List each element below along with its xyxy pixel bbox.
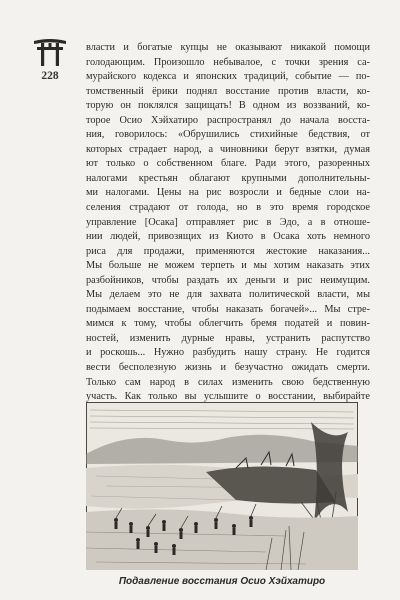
text-line: и роскошь... Нужно разбудить нашу страну. Не годится [86,347,370,359]
text-line: Мы делаем это не для захвата политической власти, мы [86,289,370,301]
text-line: ми налогами. Цены на рис возросли и бедные слои на- [86,187,370,199]
text-line: Мы больше не можем терпеть и мы хотим наказать этих [86,260,370,272]
text-line: голодающим. Произошло небывалое, с точки зрения са- [86,56,370,68]
figure-caption: Подавление восстания Осио Хэйхатиро [118,576,326,587]
text-line: подымаем восстание, чтобы наказать богачей»... Мы стре- [86,303,370,315]
page-number: 228 [41,70,59,82]
text-line: томственный ёрики поднял восстание против власти, ко- [86,85,370,97]
text-line: торую он поклялся защищать! В одном из воззваний, ко- [86,100,370,112]
text-line: торое Осио Хэйхатиро распространял до начала восста- [86,114,370,126]
text-line: нии людей, привозящих из Киото в Осака хоть немного [86,231,370,243]
text-line: власти и богатые купцы не оказывают никакой помощи [86,42,370,53]
text-line: участь. Как только вы услышите о восстании, выбирайте [86,391,370,403]
text-line: селения страдают от голода, но в это время городское [86,202,370,214]
text-line: вести бесполезную жизнь и безучастно ожидать смерти. [86,362,370,374]
text-line: мимся к тому, чтобы облегчить бремя податей и повин- [86,318,370,330]
text-line: управление [Осака] отправляет рис в Эдо, а в отноше- [86,216,370,228]
torii-gate-icon [33,38,67,66]
text-line: ния, говорилось: «Обрушились стихийные бедствия, от [86,129,370,141]
engraving-illustration [86,402,358,570]
text-line: которых страдает народ, а чиновники берут взятки, думая [86,143,370,155]
text-line: мурайского кодекса и японских традиций, событие — по- [86,71,370,83]
margin-column [30,38,70,82]
text-line: ностей, изменить дурные нравы, устранить распутство [86,332,370,344]
engraving-drawing [86,402,358,570]
body-text [86,41,370,419]
text-line: разбойников, чтобы раздать их деньги и рис неимущим. [86,274,370,286]
text-line: ют только о собственном благе. Ради этого, разоренных [86,158,370,170]
text-line: Только сам народ в силах изменить свою бедственную [86,376,370,388]
text-line: риса для продажи, применяются жестокие наказания... [86,245,370,257]
text-line: налогами крестьян облагают крупными дополнительны- [86,172,370,184]
